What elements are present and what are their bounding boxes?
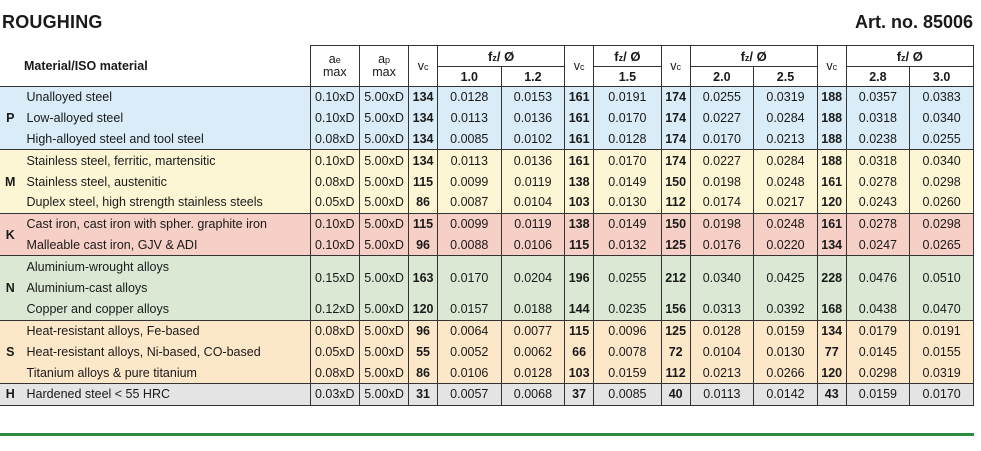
vc-cell: 66 [565,341,594,362]
vc-cell: 188 [817,150,846,171]
table-row [0,341,974,362]
ae-cell: 0.10xD [310,108,359,129]
fz-cell: 0.0248 [754,171,818,192]
table-row [0,299,974,320]
fz-cell: 0.0068 [501,384,565,406]
fz-cell: 0.0057 [437,384,501,406]
fz-cell: 0.0142 [754,384,818,406]
material-name: Unalloyed steel [21,87,311,108]
fz-cell: 0.0298 [846,362,910,383]
vc-cell: 43 [817,384,846,406]
table-row [0,362,974,383]
fz-cell: 0.0113 [437,108,501,129]
fz-cell: 0.0113 [690,384,754,406]
fz-cell: 0.0106 [437,362,501,383]
fz-cell: 0.0170 [910,384,974,406]
vc-cell: 134 [409,129,438,150]
material-name: Stainless steel, ferritic, martensitic [21,150,311,171]
ae-cell: 0.10xD [310,150,359,171]
fz-cell: 0.0170 [594,150,662,171]
table-row [0,87,974,108]
fz-cell: 0.0130 [594,192,662,213]
fz-cell: 0.0247 [846,235,910,256]
fz-cell: 0.0470 [910,299,974,320]
fz-cell: 0.0153 [501,87,565,108]
ap-cell: 5.00xD [359,256,408,299]
ae-cell: 0.05xD [310,192,359,213]
vc-cell: 150 [661,171,690,192]
vc-cell: 115 [565,320,594,341]
ap-cell: 5.00xD [359,341,408,362]
fz-cell: 0.0085 [594,384,662,406]
vc-cell: 161 [565,150,594,171]
ae-header: ae max [310,46,359,87]
fz-cell: 0.0313 [690,299,754,320]
ap-cell: 5.00xD [359,213,408,234]
fz-cell: 0.0119 [501,213,565,234]
table-row [0,213,974,234]
vc-cell: 161 [817,213,846,234]
vc-cell: 112 [661,362,690,383]
material-name: Duplex steel, high strength stainless steels [21,192,311,213]
fz-cell: 0.0136 [501,108,565,129]
ap-cell: 5.00xD [359,87,408,108]
material-name: Copper and copper alloys [21,299,311,320]
vc-cell: 125 [661,235,690,256]
fz-cell: 0.0104 [501,192,565,213]
iso-group-label: K [0,213,21,256]
fz-cell: 0.0145 [846,341,910,362]
ap-cell: 5.00xD [359,299,408,320]
fz-cell: 0.0132 [594,235,662,256]
diameter-3-0: 3.0 [910,67,974,87]
ap-cell: 5.00xD [359,150,408,171]
diameter-1-2: 1.2 [501,67,565,87]
vc-cell: 161 [565,108,594,129]
vc-cell: 163 [409,256,438,299]
diameter-2-8: 2.8 [846,67,910,87]
fz-cell: 0.0188 [501,299,565,320]
fz-cell: 0.0174 [690,192,754,213]
ae-cell: 0.03xD [310,384,359,406]
iso-group-label: N [0,256,21,320]
ap-cell: 5.00xD [359,192,408,213]
fz-cell: 0.0298 [910,213,974,234]
ae-cell: 0.05xD [310,341,359,362]
fz-cell: 0.0159 [754,320,818,341]
ap-cell: 5.00xD [359,384,408,406]
fz-cell: 0.0062 [501,341,565,362]
fz-cell: 0.0104 [690,341,754,362]
fz-cell: 0.0213 [754,129,818,150]
fz-cell: 0.0176 [690,235,754,256]
table-row [0,171,974,192]
fz-cell: 0.0318 [846,108,910,129]
ap-header: ap max [359,46,408,87]
fz-cell: 0.0077 [501,320,565,341]
fz-cell: 0.0179 [846,320,910,341]
table-row [0,320,974,341]
fz-cell: 0.0198 [690,171,754,192]
fz-cell: 0.0155 [910,341,974,362]
fz-cell: 0.0088 [437,235,501,256]
fz-cell: 0.0099 [437,213,501,234]
vc-cell: 103 [565,362,594,383]
table-row [0,384,974,406]
fz-cell: 0.0096 [594,320,662,341]
vc-cell: 174 [661,150,690,171]
fz-cell: 0.0319 [910,362,974,383]
table-row [0,108,974,129]
fz-cell: 0.0255 [690,87,754,108]
bottom-rule [0,433,974,436]
fz-cell: 0.0248 [754,213,818,234]
vc-cell: 40 [661,384,690,406]
vc-cell: 134 [409,108,438,129]
material-name: Low-alloyed steel [21,108,311,129]
fz-cell: 0.0102 [501,129,565,150]
vc-cell: 77 [817,341,846,362]
fz-cell: 0.0128 [690,320,754,341]
fz-cell: 0.0238 [846,129,910,150]
ae-cell: 0.15xD [310,256,359,299]
vc-cell: 96 [409,320,438,341]
vc-cell: 196 [565,256,594,299]
vc-cell: 31 [409,384,438,406]
fz-cell: 0.0128 [501,362,565,383]
ae-cell: 0.12xD [310,299,359,320]
fz-cell: 0.0191 [594,87,662,108]
fz-cell: 0.0204 [501,256,565,299]
vc-cell: 161 [565,87,594,108]
fz-cell: 0.0128 [594,129,662,150]
fz-cell: 0.0119 [501,171,565,192]
diameter-2-0: 2.0 [690,67,754,87]
table-row [0,192,974,213]
fz-cell: 0.0392 [754,299,818,320]
vc-cell: 188 [817,129,846,150]
fz-cell: 0.0318 [846,150,910,171]
fz-cell: 0.0235 [594,299,662,320]
fz-cell: 0.0159 [846,384,910,406]
fz-cell: 0.0217 [754,192,818,213]
vc-cell: 115 [409,213,438,234]
iso-group-label: H [0,384,21,406]
vc-cell: 138 [565,213,594,234]
fz-cell: 0.0170 [690,129,754,150]
fz-cell: 0.0170 [594,108,662,129]
fz-cell: 0.0099 [437,171,501,192]
fz-header-2: fz/ Ø [594,46,662,67]
vc-cell: 86 [409,192,438,213]
fz-cell: 0.0278 [846,171,910,192]
vc-cell: 37 [565,384,594,406]
fz-cell: 0.0159 [594,362,662,383]
fz-cell: 0.0340 [910,150,974,171]
vc-cell: 115 [409,171,438,192]
vc-cell: 150 [661,213,690,234]
ae-cell: 0.10xD [310,213,359,234]
fz-cell: 0.0191 [910,320,974,341]
ap-cell: 5.00xD [359,320,408,341]
table-row [0,256,974,299]
table-row [0,150,974,171]
vc-header-2: vc [565,46,594,87]
vc-cell: 55 [409,341,438,362]
vc-cell: 161 [817,171,846,192]
fz-cell: 0.0113 [437,150,501,171]
vc-header-3: vc [661,46,690,87]
cutting-data-table [0,45,974,406]
vc-cell: 144 [565,299,594,320]
material-name [21,256,311,299]
vc-cell: 120 [817,192,846,213]
fz-cell: 0.0157 [437,299,501,320]
ae-cell: 0.08xD [310,129,359,150]
fz-header-3: fz/ Ø [690,46,817,67]
fz-cell: 0.0260 [910,192,974,213]
fz-cell: 0.0255 [594,256,662,299]
fz-cell: 0.0052 [437,341,501,362]
fz-cell: 0.0438 [846,299,910,320]
fz-cell: 0.0149 [594,171,662,192]
vc-cell: 103 [565,192,594,213]
material-name-line: Aluminium-cast alloys [26,280,148,295]
diameter-1-5: 1.5 [594,67,662,87]
fz-cell: 0.0265 [910,235,974,256]
vc-cell: 112 [661,192,690,213]
vc-cell: 120 [409,299,438,320]
fz-cell: 0.0064 [437,320,501,341]
fz-cell: 0.0130 [754,341,818,362]
page-title: ROUGHING [2,12,103,32]
ap-cell: 5.00xD [359,108,408,129]
material-name: Hardened steel < 55 HRC [21,384,311,406]
vc-cell: 228 [817,256,846,299]
material-name: Cast iron, cast iron with spher. graphite iron [21,213,311,234]
iso-group-label: M [0,150,21,213]
iso-group-label: S [0,320,21,383]
material-name: Titanium alloys & pure titanium [21,362,311,383]
vc-cell: 120 [817,362,846,383]
material-name: Heat-resistant alloys, Fe-based [21,320,311,341]
diameter-2-5: 2.5 [754,67,818,87]
table-row [0,129,974,150]
vc-cell: 134 [409,150,438,171]
ae-cell: 0.08xD [310,320,359,341]
fz-cell: 0.0319 [754,87,818,108]
ap-cell: 5.00xD [359,129,408,150]
vc-cell: 174 [661,129,690,150]
ae-cell: 0.08xD [310,362,359,383]
fz-header-1: fz/ Ø [437,46,564,67]
fz-cell: 0.0266 [754,362,818,383]
iso-group-label: P [0,87,21,150]
vc-cell: 212 [661,256,690,299]
fz-cell: 0.0476 [846,256,910,299]
fz-cell: 0.0284 [754,150,818,171]
material-name: Heat-resistant alloys, Ni-based, CO-based [21,341,311,362]
fz-cell: 0.0510 [910,256,974,299]
vc-cell: 134 [817,320,846,341]
table-row [0,235,974,256]
vc-cell: 174 [661,108,690,129]
fz-cell: 0.0128 [437,87,501,108]
vc-cell: 138 [565,171,594,192]
diameter-1-0: 1.0 [437,67,501,87]
fz-cell: 0.0106 [501,235,565,256]
ae-cell: 0.10xD [310,235,359,256]
fz-cell: 0.0340 [690,256,754,299]
vc-cell: 125 [661,320,690,341]
fz-cell: 0.0227 [690,150,754,171]
ap-cell: 5.00xD [359,235,408,256]
fz-cell: 0.0085 [437,129,501,150]
fz-cell: 0.0255 [910,129,974,150]
fz-cell: 0.0227 [690,108,754,129]
ap-cell: 5.00xD [359,171,408,192]
article-number: Art. no. 85006 [854,12,973,32]
fz-cell: 0.0298 [910,171,974,192]
material-name: Stainless steel, austenitic [21,171,311,192]
fz-cell: 0.0087 [437,192,501,213]
fz-header-4: fz/ Ø [846,46,973,67]
fz-cell: 0.0284 [754,108,818,129]
material-name: Malleable cast iron, GJV & ADI [21,235,311,256]
vc-header-1: vc [409,46,438,87]
material-header: Material/ISO material [0,46,310,87]
vc-cell: 168 [817,299,846,320]
vc-cell: 134 [409,87,438,108]
fz-cell: 0.0170 [437,256,501,299]
fz-cell: 0.0198 [690,213,754,234]
vc-cell: 188 [817,87,846,108]
vc-cell: 96 [409,235,438,256]
vc-header-4: vc [817,46,846,87]
material-name-line: Aluminium-wrought alloys [26,259,169,274]
fz-cell: 0.0383 [910,87,974,108]
fz-cell: 0.0243 [846,192,910,213]
vc-cell: 188 [817,108,846,129]
ae-cell: 0.08xD [310,171,359,192]
fz-cell: 0.0357 [846,87,910,108]
vc-cell: 174 [661,87,690,108]
fz-cell: 0.0425 [754,256,818,299]
fz-cell: 0.0213 [690,362,754,383]
vc-cell: 156 [661,299,690,320]
ap-cell: 5.00xD [359,362,408,383]
vc-cell: 72 [661,341,690,362]
vc-cell: 161 [565,129,594,150]
vc-cell: 115 [565,235,594,256]
fz-cell: 0.0278 [846,213,910,234]
material-name: High-alloyed steel and tool steel [21,129,311,150]
vc-cell: 86 [409,362,438,383]
fz-cell: 0.0220 [754,235,818,256]
fz-cell: 0.0078 [594,341,662,362]
fz-cell: 0.0149 [594,213,662,234]
fz-cell: 0.0340 [910,108,974,129]
vc-cell: 134 [817,235,846,256]
fz-cell: 0.0136 [501,150,565,171]
ae-cell: 0.10xD [310,87,359,108]
